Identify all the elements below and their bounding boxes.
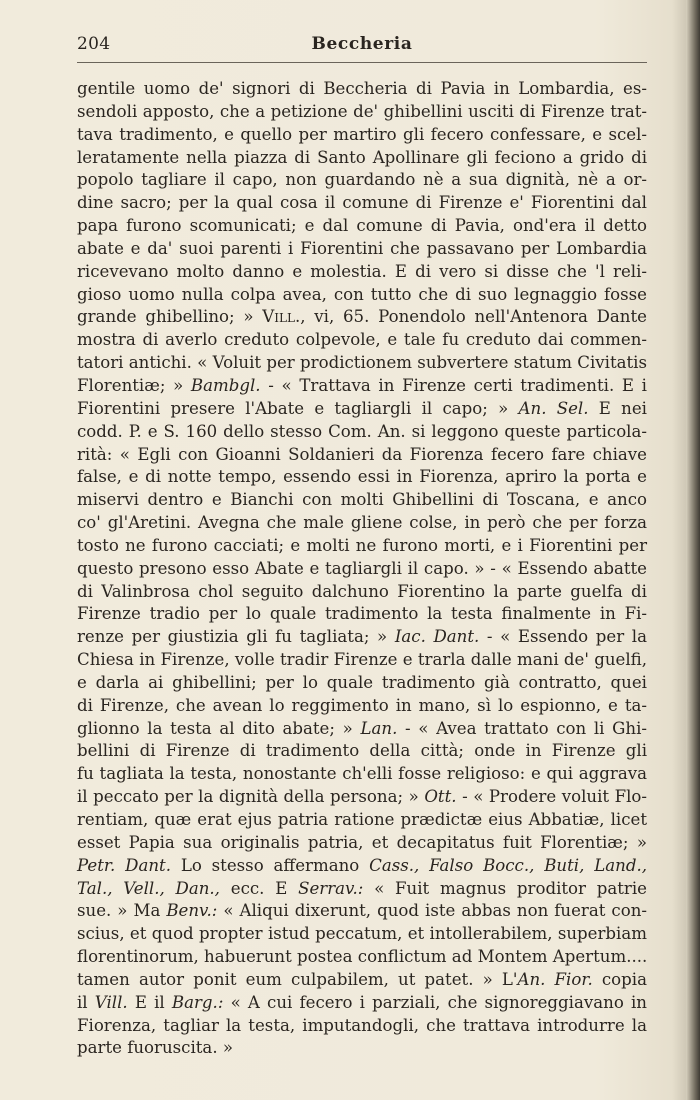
text-segment: Fiorenza, tagliar la testa, imputandogli, che trattava introdurre la (77, 1015, 647, 1035)
text-line (77, 946, 647, 969)
text-segment: abate e da' suoi parenti i Fiorentini che passavano per Lombardia (77, 238, 647, 258)
text-segment: codd. P. e S. 160 dello stesso Com. An. si leggono queste particola- (77, 421, 647, 441)
text-line (77, 238, 647, 261)
text-segment: false, e di notte tempo, essendo essi in Fiorenza, apriro la porta e (77, 467, 647, 487)
text-segment: - « Trattava in Firenze certi tradimenti. E i (260, 375, 647, 395)
text-line (77, 763, 647, 786)
citation-abbreviation: Benv.: (166, 901, 218, 921)
text-segment: , vi, 65. Ponendolo nell'Antenora Dante (300, 307, 647, 327)
citation-abbreviation: Vill. (94, 992, 128, 1012)
text-line (77, 832, 647, 855)
citation-abbreviation: An. Sel. (518, 398, 589, 418)
text-line (77, 101, 647, 124)
text-line (77, 466, 647, 489)
text-line (77, 329, 647, 352)
text-line (77, 558, 647, 581)
text-segment: co' gl'Aretini. Avegna che male gliene colse, in però che per forza (77, 513, 647, 533)
text-segment: parte fuoruscita. » (77, 1038, 234, 1058)
text-segment: Chiesa in Firenze, volle tradir Firenze e trarla dalle mani de' guelfi, (77, 650, 647, 670)
small-caps-citation: Vill. (262, 307, 301, 327)
text-segment: tosto ne furono cacciati; e molti ne furono morti, e i Fiorentini per (77, 535, 647, 555)
text-segment: copia (592, 969, 647, 989)
text-segment: bellini di Firenze di tradimento della città; onde in Firenze gli (77, 741, 647, 761)
text-line (77, 284, 647, 307)
text-segment: Lo stesso affermano (170, 855, 370, 875)
text-segment: rentiam, quæ erat ejus patria ratione prædictæ eius Abbatiæ, licet (77, 810, 647, 829)
text-line (77, 169, 647, 192)
citation-abbreviation: Barg.: (171, 992, 224, 1012)
text-segment: rità: « Egli con Gioanni Soldanieri da Fiorenza fecero fare chiave (77, 444, 647, 464)
text-line (77, 444, 647, 467)
text-line (77, 992, 647, 1015)
text-segment: glionno la testa al dito abate; » (77, 718, 361, 738)
text-line (77, 786, 647, 809)
text-segment: il (77, 992, 95, 1012)
text-line (77, 512, 647, 535)
text-line (77, 147, 647, 170)
text-segment: questo presono esso Abate e tagliargli il capo. » - « Essendo abatte (77, 558, 647, 578)
text-line (77, 695, 647, 718)
header-rule (77, 62, 647, 63)
page-header (77, 34, 647, 58)
text-line (77, 78, 647, 101)
text-line (77, 603, 647, 626)
text-segment: - « Prodere voluit Flo- (456, 787, 647, 807)
text-segment: di Valinbrosa chol seguito dalchuno Fiorentino la parte guelfa di (77, 581, 647, 601)
citation-abbreviation: Cass., Falso Bocc., Buti, Land., (369, 855, 647, 875)
text-segment: ricevevano molto danno e molestia. E di vero si disse che 'l reli- (77, 261, 647, 281)
citation-abbreviation: Serrav.: (298, 878, 364, 898)
text-segment: gentile uomo de' signori di Beccheria di Pavia in Lombardia, es- (77, 79, 647, 98)
running-title: Beccheria (311, 34, 413, 54)
citation-abbreviation: Tal., Vell., Dan., (77, 878, 220, 898)
text-segment: ecc. E (219, 878, 299, 898)
text-line (77, 969, 647, 992)
text-segment: popolo tagliare il capo, non guardando nè a sua dignità, nè a or- (77, 170, 647, 190)
text-segment: esset Papia sua originalis patria, et decapitatus fuit Florentiæ; » (77, 832, 647, 852)
text-line (77, 581, 647, 604)
citation-abbreviation: Iac. Dant. (394, 627, 480, 647)
text-line (77, 809, 647, 832)
text-line (77, 740, 647, 763)
text-segment: - « Avea trattato con li Ghi- (397, 718, 647, 738)
text-line (77, 900, 647, 923)
text-segment: renze per giustizia gli fu tagliata; » (77, 627, 395, 647)
citation-abbreviation: Ott. (424, 787, 457, 807)
body-text (77, 78, 647, 1060)
text-segment: di Firenze, che avean lo reggimento in mano, sì lo espionno, e ta- (77, 695, 647, 715)
text-segment: « A cui fecero i parziali, che signoreggiavano in (223, 992, 647, 1012)
text-line (77, 398, 647, 421)
text-line (77, 421, 647, 444)
text-line (77, 855, 647, 878)
text-segment: sue. » Ma (77, 901, 167, 921)
text-segment: - « Essendo per la (479, 627, 647, 647)
text-segment: tava tradimento, e quello per martiro gli fecero confessare, e scel- (77, 124, 647, 144)
text-line (77, 535, 647, 558)
text-line (77, 718, 647, 741)
text-line (77, 352, 647, 375)
text-segment: gioso uomo nulla colpa avea, con tutto che di suo legnaggio fosse (77, 284, 647, 304)
text-line (77, 626, 647, 649)
text-segment: tatori antichi. « Voluit per prodictionem subvertere statum Civitatis (77, 353, 647, 373)
text-line (77, 878, 647, 901)
text-line (77, 1037, 647, 1060)
text-segment: E il (127, 992, 172, 1012)
text-segment: miservi dentro e Bianchi con molti Ghibellini di Toscana, e anco (77, 490, 647, 510)
text-segment: « Aliqui dixerunt, quod iste abbas non fuerat con- (217, 901, 647, 921)
citation-abbreviation: An. Fior. (517, 969, 593, 989)
text-segment: dine sacro; per la qual cosa il comune di Firenze e' Fiorentini dal (77, 193, 647, 213)
text-segment: fu tagliata la testa, nonostante ch'elli fosse religioso: e qui aggrava (77, 764, 647, 784)
text-line (77, 306, 647, 329)
text-segment: Fiorentini presere l'Abate e tagliargli il capo; » (77, 398, 519, 418)
text-segment: leratamente nella piazza di Santo Apollinare gli feciono a grido di (77, 147, 647, 167)
text-segment: « Fuit magnus proditor patrie (363, 878, 647, 898)
text-line (77, 215, 647, 238)
text-line (77, 649, 647, 672)
text-segment: florentinorum, habuerunt postea conflictum ad Montem Apertum.... (77, 947, 648, 967)
text-segment: grande ghibellino; » (77, 307, 263, 327)
text-line (77, 672, 647, 695)
text-segment: Firenze tradio per lo quale tradimento la testa finalmente in Fi- (77, 604, 647, 624)
page-number: 204 (77, 34, 111, 54)
text-segment: tamen autor ponit eum culpabilem, ut patet. » L' (77, 969, 518, 989)
text-segment: sendoli apposto, che a petizione de' ghibellini usciti di Firenze trat- (77, 101, 647, 121)
text-line (77, 375, 647, 398)
page-edge-shadow (686, 0, 700, 1100)
text-line (77, 261, 647, 284)
text-segment: E nei (588, 398, 647, 418)
text-segment: papa furono scomunicati; e dal comune di Pavia, ond'era il detto (77, 216, 647, 236)
text-segment: scius, et quod propter istud peccatum, et intollerabilem, superbiam (77, 924, 647, 944)
text-line (77, 489, 647, 512)
text-segment: mostra di averlo creduto colpevole, e tale fu creduto dai commen- (77, 330, 647, 350)
citation-abbreviation: Petr. Dant. (77, 855, 171, 875)
text-segment: e darla ai ghibellini; per lo quale tradimento già contratto, quei (77, 672, 647, 692)
text-line (77, 192, 647, 215)
text-segment: Florentiæ; » (77, 375, 191, 395)
citation-abbreviation: Lan. (360, 718, 398, 738)
text-line (77, 1015, 647, 1038)
text-line (77, 124, 647, 147)
citation-abbreviation: Bambgl. (190, 375, 261, 395)
text-segment: il peccato per la dignità della persona; » (77, 787, 425, 807)
text-line (77, 923, 647, 946)
